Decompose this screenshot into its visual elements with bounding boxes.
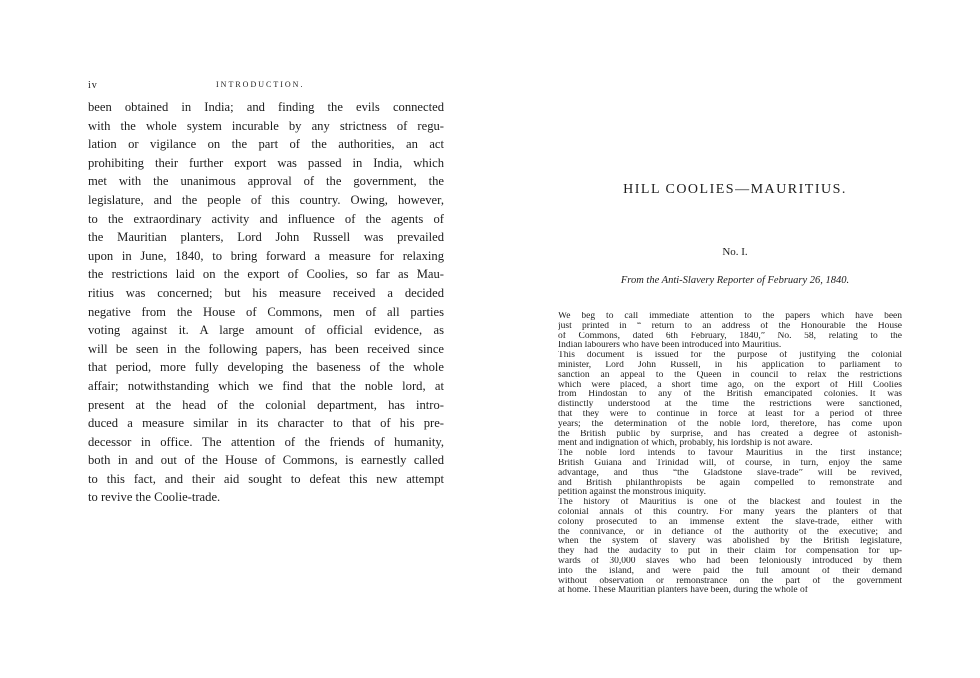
text-line: sanction an appeal to the Queen in council to relax the restrictions bbox=[558, 370, 902, 380]
text-line: to this fact, and their aid sought to defeat this new attempt bbox=[88, 471, 444, 486]
text-line: years; the determination of the noble lord, therefore, has come upon bbox=[558, 419, 902, 429]
text-line: minister, Lord John Russell, in his application to parliament to bbox=[558, 360, 902, 370]
text-line: petition against the monstrous iniquity. bbox=[558, 488, 706, 498]
running-head-title: INTRODUCTION. bbox=[216, 80, 305, 89]
text-line: decessor in office. The attention of the friends of humanity, bbox=[88, 434, 444, 449]
text-line: colonial annals of this country. For many years the planters of that bbox=[558, 507, 902, 517]
text-line: they had the audacity to put in their claim for compensation for up- bbox=[558, 547, 902, 557]
text-line: to the extraordinary activity and influence of the agents of bbox=[88, 211, 444, 226]
text-line: ritius was concerned; but his measure received a decided bbox=[88, 285, 444, 300]
text-line: met with the unanimous approval of the government, the bbox=[88, 174, 444, 189]
text-line: to revive the Coolie-trade. bbox=[88, 490, 221, 505]
text-line: negative from the House of Commons, men of all parties bbox=[88, 304, 444, 319]
text-line: without observation or remonstrance on the part of the government bbox=[558, 576, 902, 586]
right-body-text bbox=[558, 312, 902, 596]
text-line: lation or vigilance on the part of the authorities, an act bbox=[88, 137, 444, 152]
text-line: been obtained in India; and finding the evils connected bbox=[88, 100, 444, 114]
text-line: voting against it. A large amount of official evidence, as bbox=[88, 323, 444, 338]
text-line: present at the head of the colonial department, has intro- bbox=[88, 397, 444, 412]
article-number: No. I. bbox=[722, 246, 748, 258]
text-line: when the system of slavery was abolished by the British legislature, bbox=[558, 537, 902, 547]
text-line: British Guiana and Trinidad will, of course, in turn, enjoy the same bbox=[558, 458, 902, 468]
article-title: HILL COOLIES—MAURITIUS. bbox=[623, 182, 847, 197]
text-line: at home. These Mauritian planters have been, during the whole of bbox=[558, 586, 808, 596]
text-line: the British public by surprise, and has created a degree of astonish- bbox=[558, 429, 902, 439]
article-source: From the Anti-Slavery Reporter of February 26, 1840. bbox=[620, 275, 850, 286]
text-line: We beg to call immediate attention to the papers which have been bbox=[558, 312, 902, 321]
text-line: Indian labourers who have been introduced into Mauritius. bbox=[558, 341, 782, 351]
text-line: wards of 30,000 slaves who had been feloniously introduced by them bbox=[558, 556, 902, 566]
text-line: upon in June, 1840, to bring forward a measure for relaxing bbox=[88, 248, 444, 263]
text-line: that they were to continue in force at least for a period of three bbox=[558, 409, 902, 419]
left-body-text bbox=[88, 98, 444, 507]
text-line: which were placed, a short time ago, on the export of Hill Coolies bbox=[558, 380, 902, 390]
text-line: The history of Mauritius is one of the blackest and foulest in the bbox=[558, 498, 902, 508]
text-line: colony prosecuted to an immense extent the slave-trade, either with bbox=[558, 517, 902, 527]
text-line: duced a measure similar in its character to that of his pre- bbox=[88, 416, 444, 431]
text-line: prohibiting their further export was passed in India, which bbox=[88, 155, 444, 170]
text-line: legislature, and the people of this country. Owing, however, bbox=[88, 192, 444, 207]
text-line: both in and out of the House of Commons, is earnestly called bbox=[88, 453, 444, 468]
running-head bbox=[88, 80, 444, 94]
text-line: the connivance, or in defiance of the authority of the executive; and bbox=[558, 527, 902, 537]
right-page bbox=[490, 0, 980, 678]
text-line: of Commons, dated 6th February, 1840,” No. 58, relating to the bbox=[558, 331, 902, 341]
text-line: into the island, and were paid the full amount of their demand bbox=[558, 566, 902, 576]
text-line: from Hindostan to any of the British emancipated colonies. It was bbox=[558, 390, 902, 400]
text-line: ment and indignation of which, probably, his lordship is not aware. bbox=[558, 439, 813, 449]
text-line: that period, more fully developing the baseness of the whole bbox=[88, 360, 444, 375]
text-line: advantage, and thus “the Gladstone slave-trade” will be revived, bbox=[558, 468, 902, 478]
text-line: just printed in “ return to an address of the Honourable the House bbox=[558, 321, 902, 331]
text-line: This document is issued for the purpose of justifying the colonial bbox=[558, 351, 902, 361]
text-line: and British philanthropists be again compelled to remonstrate and bbox=[558, 478, 902, 488]
text-line: with the whole system incurable by any strictness of regu- bbox=[88, 118, 444, 133]
text-line: affair; notwithstanding which we find that the noble lord, at bbox=[88, 378, 444, 393]
text-line: the Mauritian planters, Lord John Russell was prevailed bbox=[88, 230, 444, 245]
text-line: The noble lord intends to favour Mauritius in the first instance; bbox=[558, 449, 902, 459]
text-line: will be seen in the following papers, has been received since bbox=[88, 341, 444, 356]
text-line: distinctly understood at the time the restrictions were sanctioned, bbox=[558, 400, 902, 410]
page-folio: iv bbox=[88, 80, 98, 91]
text-line: the restrictions laid on the export of Coolies, so far as Mau- bbox=[88, 267, 444, 282]
